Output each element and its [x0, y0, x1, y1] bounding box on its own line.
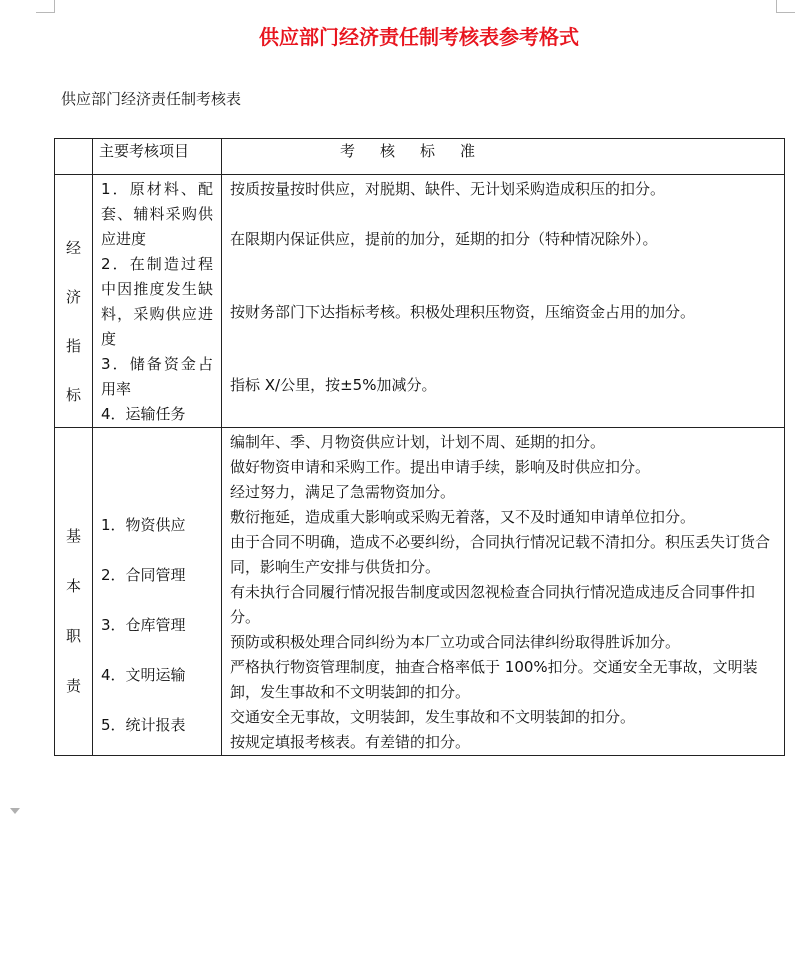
economic-standard: 按财务部门下达指标考核。积极处理积压物资，压缩资金占用的加分。 [230, 303, 696, 321]
duty-standard: 敷衍拖延，造成重大影响或采购无着落，又不及时通知申请单位扣分。 [230, 508, 696, 526]
duty-standard: 经过努力，满足了急需物资加分。 [230, 483, 456, 501]
duty-standard: 由于合同不明确，造成不必要纠纷，合同执行情况记载不清扣分。积压丢失订货合同，影响生产安排与供货扣分。 [230, 533, 771, 576]
basic-duties-category [55, 428, 93, 756]
economic-indicators-row [55, 175, 785, 428]
duty-item: 2．合同管理 [101, 566, 186, 584]
page-corner-mark-left [36, 0, 55, 13]
economic-item: 3．储备资金占用率 [101, 355, 213, 398]
category-char: 基 [65, 527, 81, 545]
header-std-char: 核 [380, 142, 397, 160]
economic-item: 1．原材料、配套、辅料采购供应进度 [101, 180, 213, 248]
economic-standards-cell [222, 175, 785, 428]
table-caption: 供应部门经济责任制考核表 [61, 90, 242, 108]
economic-standard: 指标 X/公里，按±5%加减分。 [230, 376, 437, 394]
duty-standard: 编制年、季、月物资供应计划，计划不周、延期的扣分。 [230, 433, 606, 451]
category-char: 标 [65, 386, 81, 404]
category-char: 责 [65, 677, 81, 695]
header-std-char: 标 [420, 142, 437, 160]
margin-collapse-arrow-icon[interactable] [10, 808, 20, 814]
duty-standard: 有未执行合同履行情况报告制度或因忽视检查合同执行情况造成违反合同事件扣分。 [230, 583, 756, 626]
page-corner-mark-right [776, 0, 795, 13]
category-char: 本 [65, 577, 81, 595]
assessment-table [54, 138, 785, 756]
category-char: 指 [65, 337, 81, 355]
duty-standard: 预防或积极处理合同纠纷为本厂立功或合同法律纠纷取得胜诉加分。 [230, 633, 681, 651]
header-std-char: 准 [460, 142, 477, 160]
economic-item: 2．在制造过程中因推度发生缺料，采购供应进度 [101, 255, 213, 348]
duty-standard: 做好物资申请和采购工作。提出申请手续，影响及时供应扣分。 [230, 458, 651, 476]
duty-item: 1．物资供应 [101, 516, 186, 534]
economic-item: 4．运输任务 [101, 405, 186, 423]
duties-items-cell [93, 428, 222, 756]
duty-standard: 交通安全无事故，文明装卸，发生事故和不文明装卸的扣分。 [230, 708, 636, 726]
category-char: 职 [65, 627, 81, 645]
category-char: 济 [65, 288, 81, 306]
table-header-row [55, 139, 785, 175]
duty-standard: 按规定填报考核表。有差错的扣分。 [230, 733, 471, 751]
document-title: 供应部门经济责任制考核表参考格式 [259, 25, 579, 49]
duty-item: 3．仓库管理 [101, 616, 186, 634]
economic-items-cell [93, 175, 222, 428]
header-assessment-standard [222, 139, 785, 175]
header-std-char: 考 [340, 142, 357, 160]
header-main-items: 主要考核项目 [93, 139, 222, 175]
economic-standard: 按质按量按时供应，对脱期、缺件、无计划采购造成积压的扣分。 [230, 180, 666, 198]
header-category-cell [55, 139, 93, 175]
economic-indicators-category [55, 175, 93, 428]
duty-item: 5．统计报表 [101, 716, 186, 734]
category-char: 经 [65, 239, 81, 257]
basic-duties-row [55, 428, 785, 756]
economic-standard: 在限期内保证供应，提前的加分，延期的扣分（特种情况除外）。 [230, 230, 658, 248]
duty-standard: 严格执行物资管理制度，抽查合格率低于 100%扣分。交通安全无事故，文明装卸，发生事故和不文明装卸的扣分。 [230, 658, 758, 701]
duties-standards-cell [222, 428, 785, 756]
duty-item: 4．文明运输 [101, 666, 186, 684]
